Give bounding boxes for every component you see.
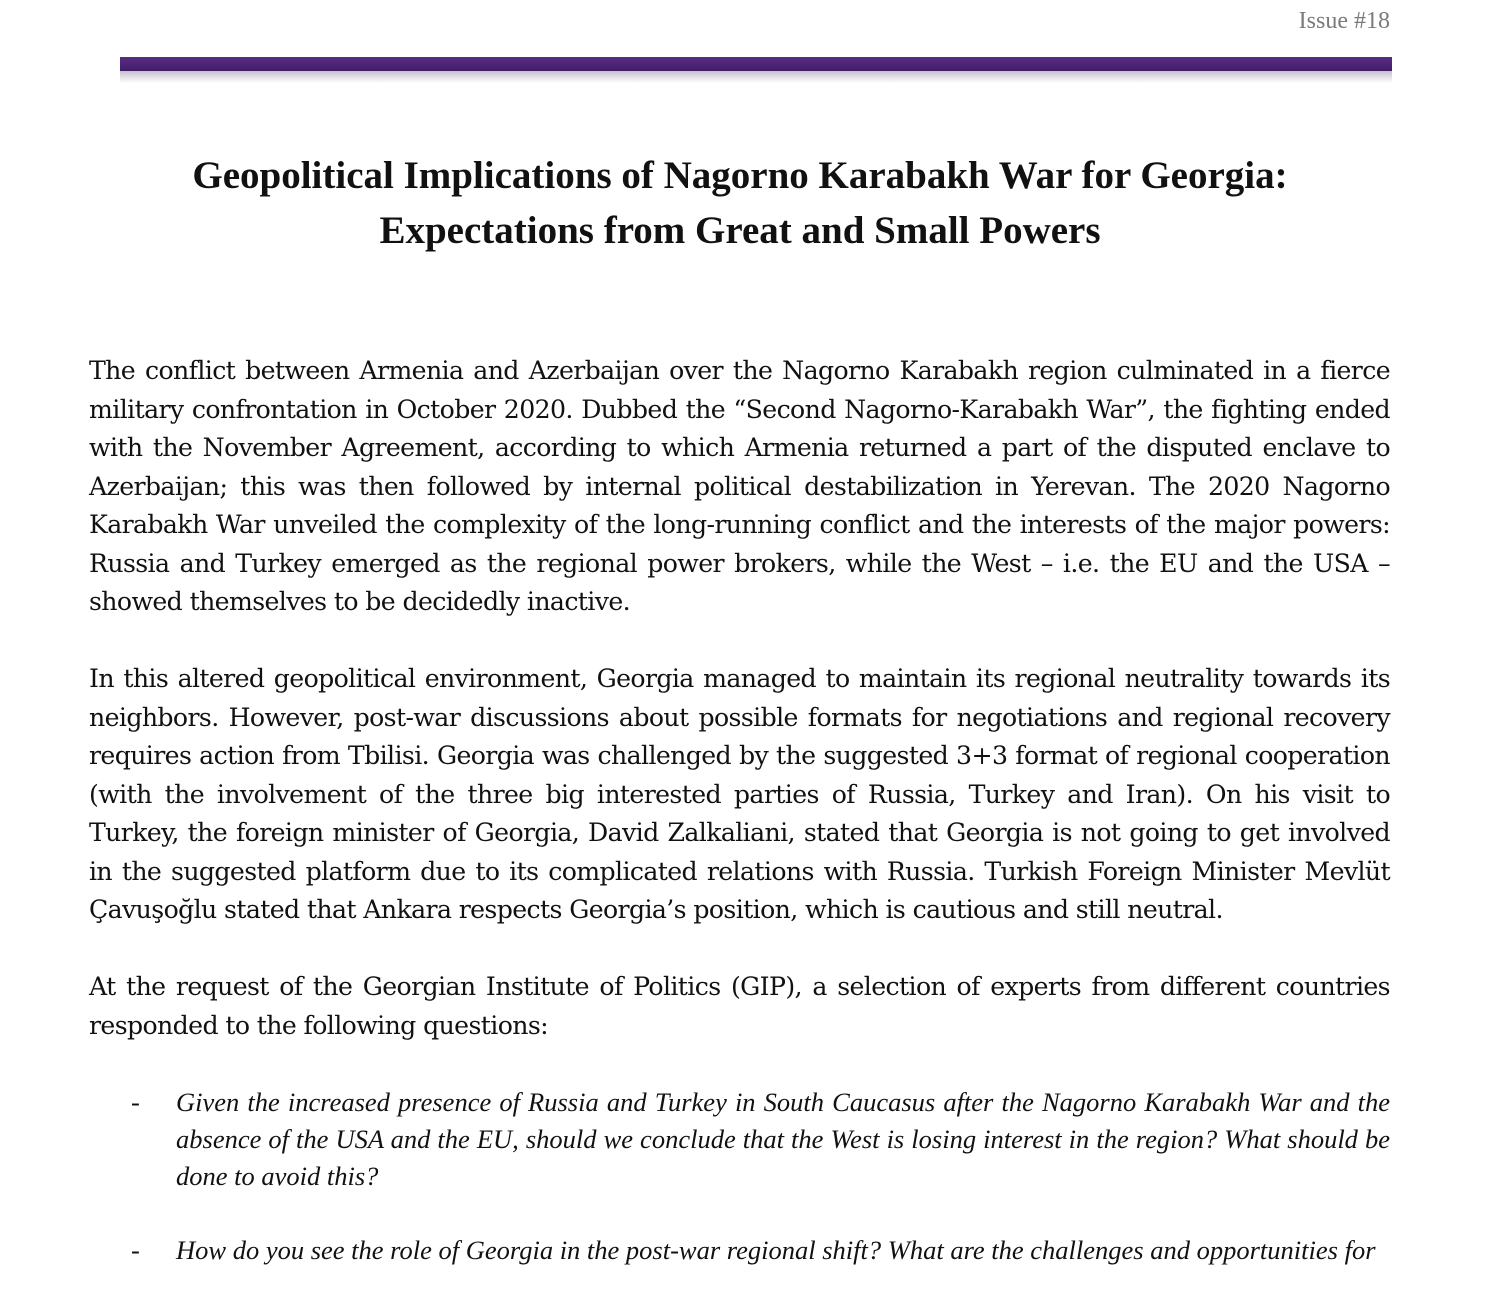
document-title: [90, 148, 1390, 258]
document-body: [89, 352, 1390, 1306]
question-text: Given the increased presence of Russia and Turkey in South Caucasus after the Nagorno Karabakh War and the absence of the USA and the EU, should we conclude that the West is losing interest in the region? What should be done to avoid this?: [176, 1086, 1390, 1191]
header-rule: [120, 57, 1392, 71]
issue-number: Issue #18: [1298, 8, 1390, 34]
list-dash: -: [131, 1234, 140, 1265]
question-item: [89, 1084, 1390, 1195]
list-dash: -: [131, 1086, 140, 1117]
question-text: How do you see the role of Georgia in the post-war regional shift? What are the challenges and opportunities for: [176, 1234, 1376, 1265]
paragraph-georgia: In this altered geopolitical environment, Georgia managed to maintain its regional neutrality towards its neighbors. However, post-war discussions about possible formats for negotiations and regional recovery requires action from Tbilisi. Georgia was challenged by the suggested 3+3 format of regional cooperation (with the involvement of the three big interested parties of Russia, Turkey and Iran). On his visit to Turkey, the foreign minister of Georgia, David Zalkaliani, stated that Georgia is not going to get involved in the suggested platform due to its complicated relations with Russia. Turkish Foreign Minister Mevlüt Çavuşoğlu stated that Ankara respects Georgia’s position, which is cautious and still neutral.: [89, 664, 1390, 924]
title-line-1: Geopolitical Implications of Nagorno Karabakh War for Georgia:: [192, 154, 1288, 197]
header-rule-shadow: [120, 71, 1392, 83]
title-line-2: Expectations from Great and Small Powers: [379, 209, 1101, 252]
question-item: [89, 1232, 1390, 1269]
paragraph-request: At the request of the Georgian Institute of Politics (GIP), a selection of experts from different countries responded to the following questions:: [89, 972, 1390, 1040]
question-list: [89, 1084, 1390, 1269]
paragraph-intro: The conflict between Armenia and Azerbaijan over the Nagorno Karabakh region culminated in a fierce military confrontation in October 2020. Dubbed the “Second Nagorno-Karabakh War”, the fighting ended with the November Agreement, according to which Armenia returned a part of the disputed enclave to Azerbaijan; this was then followed by internal political destabilization in Yerevan. The 2020 Nagorno Karabakh War unveiled the complexity of the long-running conflict and the interests of the major powers: Russia and Turkey emerged as the regional power brokers, while the West – i.e. the EU and the USA – showed themselves to be decidedly inactive.: [89, 356, 1390, 616]
